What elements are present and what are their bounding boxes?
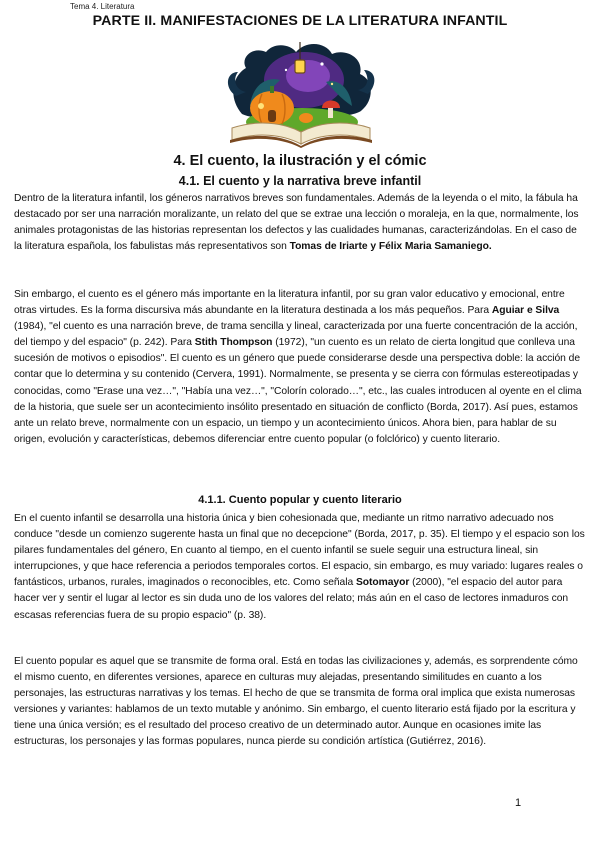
paragraph-cuento bbox=[14, 287, 586, 448]
section-title: 4.1. El cuento y la narrativa breve infantil bbox=[178, 174, 422, 188]
sparkle bbox=[285, 69, 287, 71]
running-head: Tema 4. Literatura bbox=[70, 2, 135, 11]
paragraph-text: Dentro de la literatura infantil, los géneros narrativos breves son fundamentales. Además de la leyenda o el mito, la fábula ha destacado por ser una narración moralizante, un relato del que se extrae una lección o moraleja, en la que, normalmente, los animales protagonistas de las historias representan los defectos y las cualidades humanas, caracterizándolas. En el caso de la literatura española, los fabulistas más representativos son bbox=[14, 193, 579, 253]
paragraph-cuento-infantil bbox=[14, 511, 586, 624]
sparkle bbox=[331, 83, 333, 85]
page-number: 1 bbox=[515, 797, 522, 809]
part-title: PARTE II. MANIFESTACIONES DE LA LITERATURA INFANTIL bbox=[92, 13, 508, 29]
paragraph-text: (1972), "un cuento es un relato de cierta longitud que conlleva una sucesión de motivos o episodios". El cuento es un género que puede considerarse desde una perspectiva doble: la acción de contar que lo determina y su contenido (Cervera, 1991). Normalmente, se presenta y se cierra con fórmulas estereotipadas y conocidas, como "Erase una vez…", "Había una vez…", "Colorín colorado…", etc., las cuales introducen al oyente en el clima de la historia, que suele ser un acontecimiento insólito presentado en situación de conflicto (Borda, 2017). Así pues, estamos ante un relato breve, normalmente con un espacio, un tiempo y un acontecimiento únicos. Ahora bien, para hablar de su origen, evolución y características, debemos diferenciar entre cuento popular (o folclórico) y cuento literario. bbox=[14, 337, 582, 445]
purple-glow bbox=[286, 60, 330, 92]
paragraph-text: Sin embargo, el cuento es el género más importante en la literatura infantil, por su gran valor educativo y emocional, entre otras virtudes. Es la forma discursiva más abundante en la literatura destinada a los más pequeños. Para bbox=[14, 289, 565, 317]
storybook-illustration bbox=[222, 36, 380, 148]
paragraph-text: En el cuento infantil se desarrolla una historia única y bien cohesionada que, mediante un ritmo narrativo adecuado nos conduce "desde un comienzo sugerente hasta un final que no decepcione" (Borda, 2017, p. 35). El tiempo y el espacio son los pilares fundamentales del género, En cuanto al tiempo, en el cuento infantil se suele seguir una estructura lineal, sin interrupciones, y que hace referencia a periodos temporales cortos. El espacio, sin embargo, es muy variado: lugares reales o fantásticos, urbanos, rurales, imaginados o reconocibles, etc. Como señala bbox=[14, 513, 585, 589]
paragraph-cuento-popular bbox=[14, 654, 586, 751]
small-pumpkin bbox=[299, 113, 313, 123]
chapter-title: 4. El cuento, la ilustración y el cómic bbox=[173, 153, 427, 169]
paragraph-text: El cuento popular es aquel que se transmite de forma oral. Está en todas las civilizaciones y, además, es sorprendente cómo el mismo cuento, en diferentes versiones, aparece en culturas muy alejadas, presentando similitudes en cuanto a los personajes, las estructuras narrativas y los temas. El hecho de que se transmita de forma oral implica que exista numerosas versiones y variantes: hablamos de un texto mutable y anónimo. Sin embargo, el cuento literario está fijado por la escritura y tiene una única versión; es el resultado del proceso creativo de un determinado autor. Aunque en ocasiones imite las estructuras, los personajes y las formas populares, nunca pierde su condición artística (Gutiérrez, 2016). bbox=[14, 656, 578, 748]
pumpkin-window bbox=[258, 103, 264, 109]
bold-author: Sotomayor bbox=[355, 577, 410, 589]
bold-authors: Tomas de Iriarte y Félix Maria Samaniego. bbox=[289, 241, 492, 253]
paragraph-fabula bbox=[14, 191, 586, 255]
lantern-icon bbox=[295, 60, 305, 73]
paragraph-text: (1984), "el cuento es una narración breve, de trama sencilla y lineal, caracterizada por una fuerte concentración de la acción, del tiempo y del espacio" (p. 242). Para bbox=[14, 321, 578, 349]
subsection-title: 4.1.1. Cuento popular y cuento literario bbox=[198, 494, 402, 506]
pumpkin-stem bbox=[270, 86, 274, 93]
paragraph-text: (2000), "el espacio del autor para hacer ver y sentir el lugar al lector es sin duda uno de los valores del relato; más aún en el caso de lectores inmaduros con escasas referencias fuera de su propio espacio" (p. 38). bbox=[14, 577, 569, 621]
bold-author: Aguiar e Silva bbox=[491, 305, 560, 317]
sparkle bbox=[320, 62, 323, 65]
pumpkin-door bbox=[268, 110, 276, 122]
bold-author: Stith Thompson bbox=[194, 337, 273, 349]
